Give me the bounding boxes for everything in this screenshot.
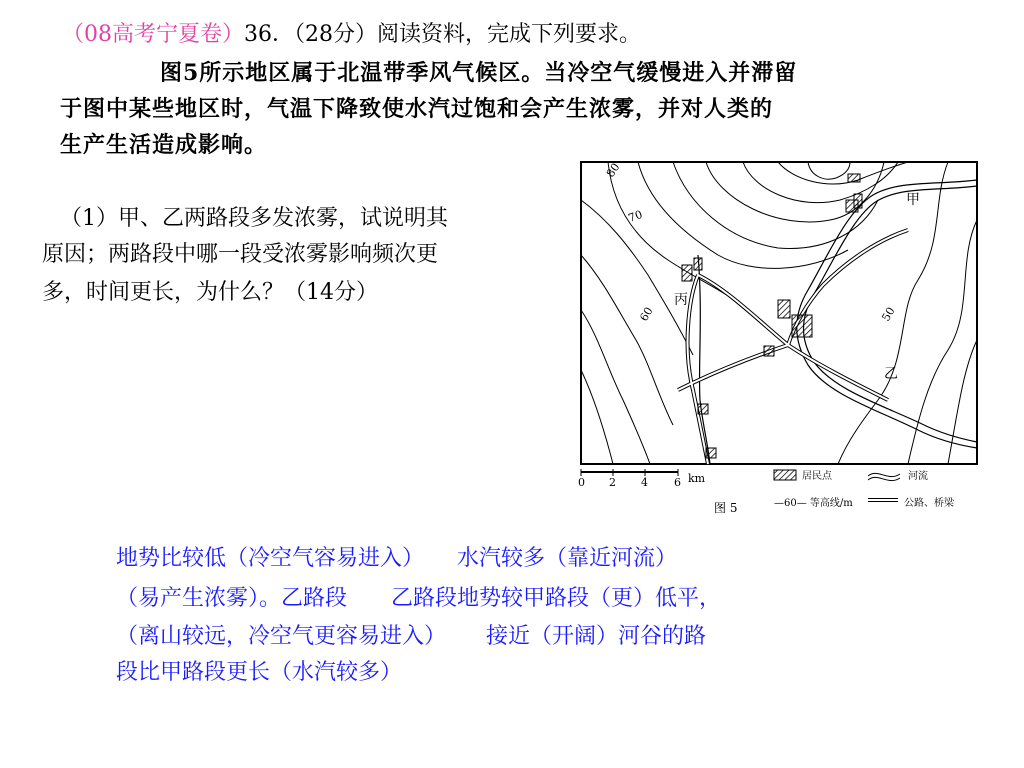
contour-line bbox=[581, 310, 650, 464]
contour-label-50: 50 bbox=[879, 304, 898, 324]
intro-line-2: 于图中某些地区时，气温下降致使水汽过饱和会产生浓雾，并对人类的 bbox=[60, 96, 774, 122]
settlement bbox=[778, 300, 790, 318]
legend-settlement-label: 居民点 bbox=[802, 471, 832, 482]
answer-line-3: （离山较远，冷空气更容易进入） 接近（开阔）河谷的路 bbox=[116, 624, 706, 649]
settlement bbox=[764, 346, 774, 356]
scale-label-2: 2 bbox=[609, 476, 616, 489]
intro-line-3: 生产生活造成影响。 bbox=[60, 132, 268, 158]
settlement bbox=[706, 448, 716, 458]
label-yi: 乙 bbox=[884, 366, 898, 382]
answer-line-4: 段比甲路段更长（水汽较多） bbox=[116, 660, 403, 685]
contour-line bbox=[706, 162, 884, 222]
settlement bbox=[848, 174, 860, 182]
answer-line-1: 地势比较低（冷空气容易进入） 水汽较多（靠近河流） bbox=[116, 546, 678, 571]
legend-river-label: 河流 bbox=[908, 471, 928, 482]
legend-river-swatch bbox=[868, 473, 900, 476]
contour-line bbox=[808, 162, 850, 179]
contour-line bbox=[638, 162, 848, 268]
question-source: （08高考宁夏卷） bbox=[62, 22, 244, 47]
settlement bbox=[792, 315, 812, 337]
legend-settlement-swatch bbox=[774, 470, 796, 480]
contour-label-60: 60 bbox=[637, 304, 656, 324]
contour-line bbox=[581, 370, 613, 464]
legend-contour-label: —60— 等高线/m bbox=[774, 498, 853, 509]
figure-caption: 图 5 bbox=[714, 501, 738, 515]
contour-label-80: 80 bbox=[603, 160, 623, 180]
answer-line-2: （易产生浓雾）。乙路段 乙路段地势较甲路段（更）低平， bbox=[116, 586, 722, 611]
legend bbox=[774, 469, 955, 509]
label-jia: 甲 bbox=[906, 192, 920, 208]
question1-line-1: （1）甲、乙两路段多发浓雾，试说明其 bbox=[60, 206, 448, 231]
settlement bbox=[682, 265, 692, 281]
scale-label-0: 0 bbox=[578, 476, 585, 489]
intro-line-1: 图5所示地区属于北温带季风气候区。当冷空气缓慢进入并滞留 bbox=[160, 60, 798, 86]
contour-line bbox=[743, 162, 898, 203]
scale-label-4: 4 bbox=[641, 476, 648, 489]
contour-line bbox=[608, 162, 748, 310]
settlement bbox=[694, 258, 702, 270]
scale-label-6: 6 bbox=[674, 476, 681, 489]
contour-line bbox=[581, 255, 673, 425]
contour-line bbox=[908, 220, 977, 464]
roads bbox=[678, 230, 908, 464]
rivers bbox=[698, 180, 977, 464]
question1-line-3: 多，时间更长，为什么？（14分） bbox=[42, 280, 378, 305]
question1-line-2: 原因；两路段中哪一段受浓雾影响频次更 bbox=[42, 242, 439, 267]
question-title: 36．（28分）阅读资料，完成下列要求。 bbox=[244, 22, 641, 47]
label-bing: 丙 bbox=[674, 292, 688, 308]
contour-line bbox=[778, 162, 908, 184]
settlement bbox=[854, 194, 862, 208]
scale-unit: km bbox=[688, 472, 706, 485]
settlement bbox=[698, 404, 708, 414]
map-figure bbox=[578, 160, 980, 522]
legend-road-label: 公路、桥梁 bbox=[904, 498, 954, 509]
contour-label-70: 70 bbox=[626, 207, 645, 225]
scale-bar bbox=[578, 469, 706, 489]
header-line bbox=[62, 20, 641, 50]
